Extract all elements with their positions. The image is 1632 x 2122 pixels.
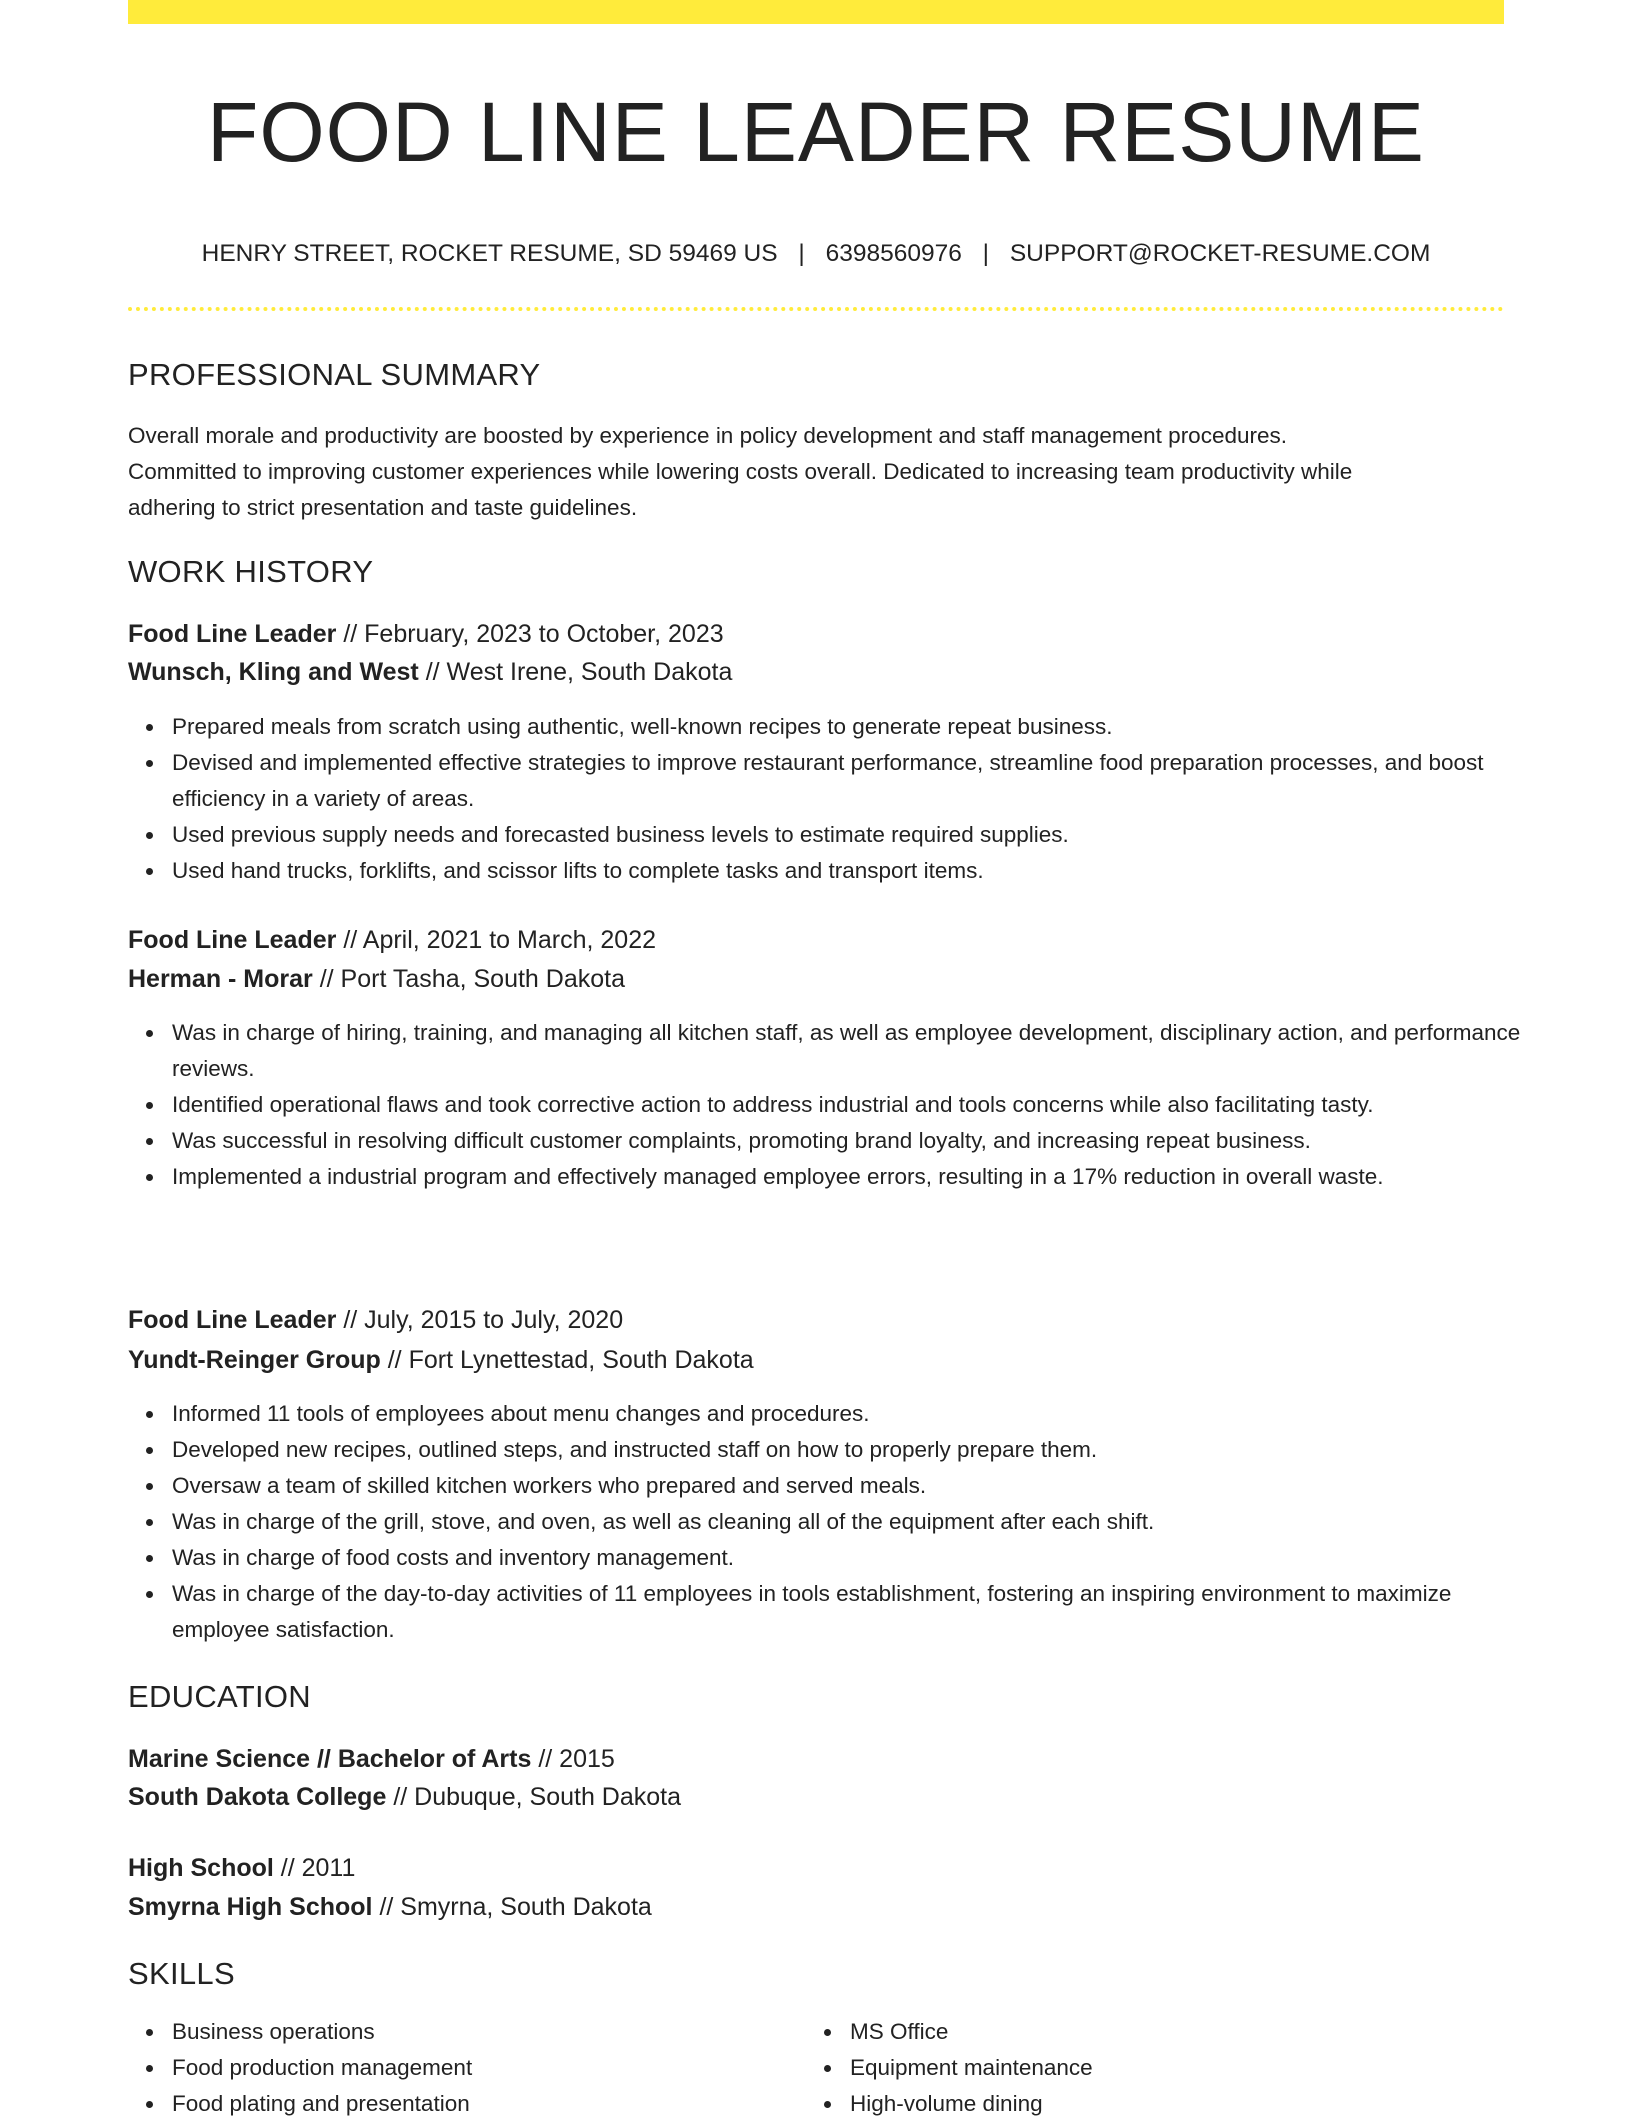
- job-bullets: [128, 1015, 1548, 1195]
- summary-line: adhering to strict presentation and taste guidelines.: [128, 495, 638, 520]
- employer-location: // Fort Lynettestad, South Dakota: [387, 1346, 754, 1374]
- top-accent-bar: [128, 0, 1504, 24]
- job-bullet: Developed new recipes, outlined steps, and instructed staff on how to properly prepare them.: [172, 1432, 1548, 1468]
- job-bullet: Used previous supply needs and forecasted business levels to estimate required supplies.: [172, 817, 1548, 853]
- skills-heading: SKILLS: [128, 1956, 235, 1991]
- school-name: South Dakota College: [128, 1783, 387, 1811]
- employer-line: [128, 654, 732, 690]
- job-bullet: Devised and implemented effective strategies to improve restaurant performance, streamline food preparation processes, and boost efficiency in a variety of areas.: [172, 745, 1548, 817]
- contact-email: SUPPORT@ROCKET-RESUME.COM: [1009, 240, 1431, 267]
- job-bullet: Used hand trucks, forklifts, and scissor lifts to complete tasks and transport items.: [172, 853, 1548, 889]
- job-bullet: Informed 11 tools of employees about menu changes and procedures.: [172, 1396, 1548, 1432]
- job-title-line: [128, 1302, 623, 1338]
- degree-year: // 2015: [538, 1745, 615, 1773]
- job-bullet: Prepared meals from scratch using authentic, well-known recipes to generate repeat business.: [172, 709, 1548, 745]
- employer-location: // West Irene, South Dakota: [425, 658, 733, 686]
- employer-line: [128, 961, 625, 997]
- summary-line: Overall morale and productivity are boosted by experience in policy development and staff management procedures.: [128, 423, 1287, 448]
- skill-item: High-volume dining: [850, 2086, 1470, 2122]
- header-divider: [128, 307, 1504, 311]
- degree-name: High School: [128, 1854, 274, 1882]
- degree-year: // 2011: [280, 1854, 356, 1882]
- job-dates: // April, 2021 to March, 2022: [343, 926, 656, 954]
- job-title: Food Line Leader: [128, 1306, 337, 1334]
- contact-line: [128, 236, 1504, 272]
- job-title-line: [128, 922, 656, 958]
- school-location: // Smyrna, South Dakota: [379, 1893, 652, 1921]
- job-bullet: Was in charge of food costs and inventory management.: [172, 1540, 1548, 1576]
- employer-name: Wunsch, Kling and West: [128, 658, 419, 686]
- job-bullet: Was in charge of the grill, stove, and oven, as well as cleaning all of the equipment after each shift.: [172, 1504, 1548, 1540]
- skill-item: MS Office: [850, 2014, 1470, 2050]
- skills-list: [128, 2014, 792, 2122]
- job-bullet: Was in charge of hiring, training, and managing all kitchen staff, as well as employee development, disciplinary action, and performance reviews.: [172, 1015, 1548, 1087]
- resume-title: FOOD LINE LEADER RESUME: [207, 85, 1425, 179]
- summary-text: [128, 418, 1504, 526]
- degree-line: [128, 1850, 355, 1886]
- summary-heading: PROFESSIONAL SUMMARY: [128, 357, 541, 392]
- school-line: [128, 1779, 681, 1815]
- employer-line: [128, 1342, 754, 1378]
- job-title-line: [128, 616, 724, 652]
- skill-item: Business operations: [172, 2014, 792, 2050]
- contact-address: HENRY STREET, ROCKET RESUME, SD 59469 US: [201, 240, 778, 267]
- school-name: Smyrna High School: [128, 1893, 373, 1921]
- contact-separator: |: [798, 240, 805, 267]
- skills-list: [806, 2014, 1470, 2122]
- skills-column-left: [128, 2014, 748, 2122]
- employer-location: // Port Tasha, South Dakota: [319, 965, 625, 993]
- job-bullet: Oversaw a team of skilled kitchen workers who prepared and served meals.: [172, 1468, 1548, 1504]
- degree-name: Marine Science // Bachelor of Arts: [128, 1745, 532, 1773]
- employer-name: Herman - Morar: [128, 965, 313, 993]
- job-bullets: [128, 1396, 1548, 1648]
- job-dates: // July, 2015 to July, 2020: [343, 1306, 624, 1334]
- skill-item: Food production management: [172, 2050, 792, 2086]
- contact-separator: |: [982, 240, 990, 267]
- employer-name: Yundt-Reinger Group: [128, 1346, 381, 1374]
- skill-item: Equipment maintenance: [850, 2050, 1470, 2086]
- contact-phone: 6398560976: [825, 240, 962, 267]
- job-title: Food Line Leader: [128, 926, 337, 954]
- summary-line: Committed to improving customer experiences while lowering costs overall. Dedicated to increasing team productivity while: [128, 459, 1353, 484]
- job-bullet: Identified operational flaws and took corrective action to address industrial and tools concerns while also facilitating tasty.: [172, 1087, 1548, 1123]
- job-bullets: [128, 709, 1548, 889]
- school-location: // Dubuque, South Dakota: [393, 1783, 682, 1811]
- job-dates: // February, 2023 to October, 2023: [343, 620, 724, 648]
- job-bullet: Was successful in resolving difficult customer complaints, promoting brand loyalty, and increasing repeat business.: [172, 1123, 1548, 1159]
- school-line: [128, 1889, 652, 1925]
- job-title: Food Line Leader: [128, 620, 337, 648]
- job-bullet: Implemented a industrial program and effectively managed employee errors, resulting in a 17% reduction in overall waste.: [172, 1159, 1548, 1195]
- education-heading: EDUCATION: [128, 1679, 311, 1714]
- work-history-heading: WORK HISTORY: [128, 554, 374, 589]
- skills-column-right: [806, 2014, 1426, 2122]
- skill-item: Food plating and presentation: [172, 2086, 792, 2122]
- degree-line: [128, 1741, 615, 1777]
- job-bullet: Was in charge of the day-to-day activities of 11 employees in tools establishment, fostering an inspiring environment to maximize employee satisfaction.: [172, 1576, 1548, 1648]
